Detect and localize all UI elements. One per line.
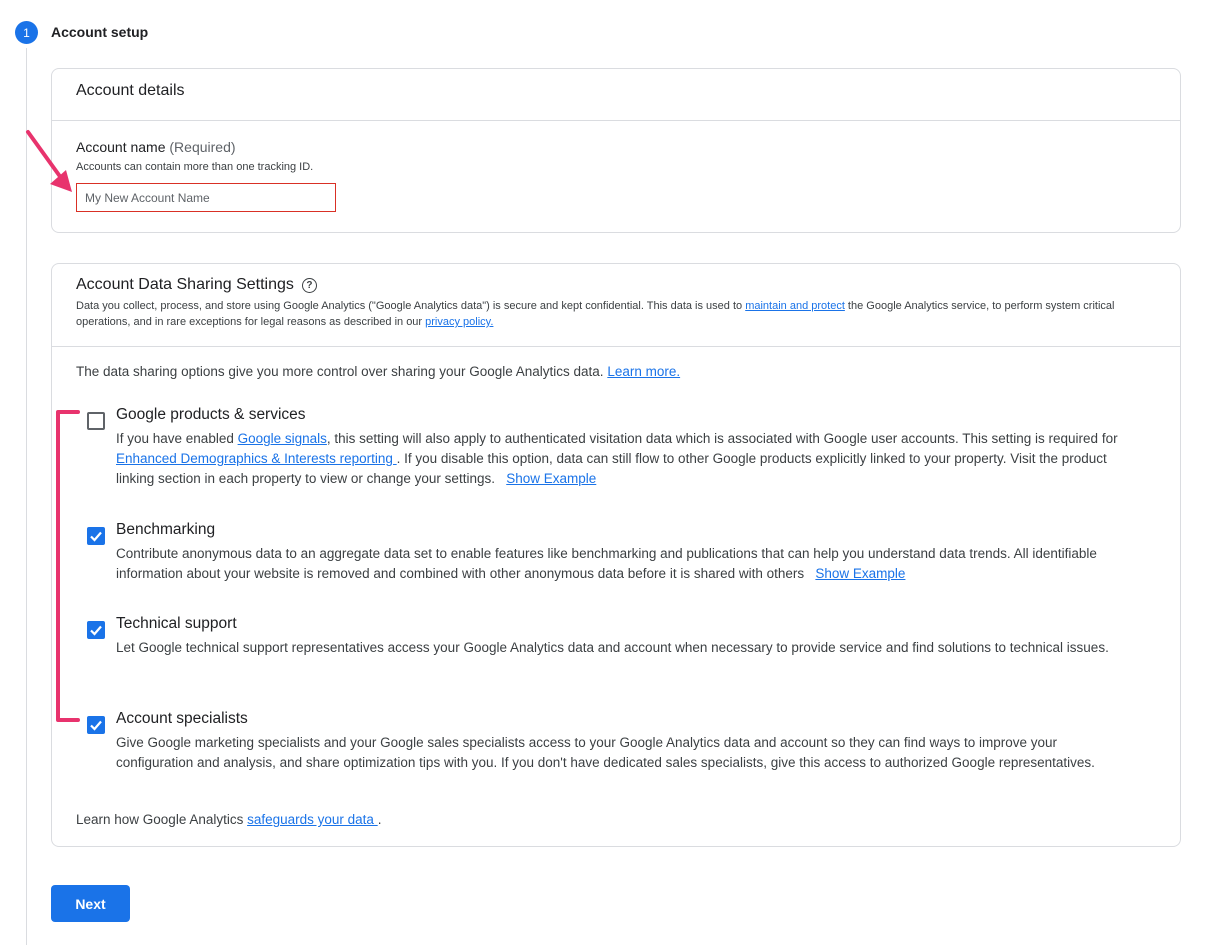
required-marker: (Required)	[169, 139, 236, 155]
desc-segment: If you have enabled	[116, 431, 238, 446]
show-example-link[interactable]: Show Example	[815, 566, 906, 581]
step-title: Account setup	[51, 24, 149, 40]
account-name-label	[76, 139, 236, 155]
technical-support-checkbox[interactable]	[87, 621, 105, 639]
option-title: Technical support	[116, 615, 237, 632]
desc-segment: Contribute anonymous data to an aggregate data set to enable features like benchmarking and publications that can help you understand data trends. All identifiable information about your website is removed and combined with other anonymous data before it is shared with others	[116, 546, 1097, 581]
help-circle-icon[interactable]: ?	[302, 278, 317, 293]
google-products-checkbox[interactable]	[87, 412, 105, 430]
intro-text: The data sharing options give you more control over sharing your Google Analytics data.	[76, 364, 608, 379]
show-example-link[interactable]: Show Example	[506, 471, 597, 486]
safeguards-link[interactable]: safeguards your data	[247, 812, 378, 827]
google-signals-link[interactable]: Google signals	[237, 431, 327, 446]
check-icon	[89, 718, 103, 732]
check-icon	[89, 623, 103, 637]
desc-text-1: Data you collect, process, and store using Google Analytics ("Google Analytics data") is secure and kept confidential. This data is used to	[76, 300, 746, 312]
privacy-policy-link[interactable]: privacy policy.	[425, 316, 494, 328]
safeguards-note	[76, 812, 381, 827]
data-sharing-description	[76, 298, 1156, 330]
data-sharing-title: Account Data Sharing Settings	[76, 276, 294, 293]
data-sharing-header	[52, 264, 1180, 347]
option-description	[116, 544, 1136, 584]
data-sharing-title-row	[76, 276, 317, 294]
desc-text-2: the Google Analytics service, to perform system critical operations, and in rare exceptions for legal reasons as described in our	[76, 300, 1115, 328]
enhanced-demographics-link[interactable]: Enhanced Demographics & Interests reporting	[116, 451, 397, 466]
check-icon	[89, 529, 103, 543]
footer-text: Learn how Google Analytics	[76, 812, 248, 827]
data-sharing-card	[51, 263, 1181, 847]
desc-segment: , this setting will also apply to authenticated visitation data which is associated with Google user accounts. This setting is required for	[326, 431, 1118, 446]
option-title: Account specialists	[116, 710, 248, 727]
desc-segment: . If you disable this option, data can still flow to other Google products explicitly linked to your property. Visit the product linking section in each property to view or change your settings.	[116, 451, 1107, 486]
next-button[interactable]: Next	[51, 885, 130, 922]
account-details-title: Account details	[52, 69, 1180, 121]
option-description: Give Google marketing specialists and your Google sales specialists access to your Google Analytics data and account so they can find ways to improve your configuration and analysis, and share optimization tips with you. If you don't have dedicated sales specialists, give this access to authorized Google representatives.	[116, 735, 1095, 770]
maintain-and-protect-link[interactable]: maintain and protect	[745, 300, 845, 312]
learn-more-link[interactable]: Learn more.	[607, 364, 681, 379]
option-description	[116, 429, 1136, 489]
option-title: Google products & services	[116, 406, 306, 423]
step-number-badge: 1	[15, 21, 38, 44]
footer-end: .	[377, 812, 382, 827]
stepper-line	[26, 48, 27, 945]
data-sharing-intro	[76, 364, 680, 379]
account-name-help: Accounts can contain more than one tracking ID.	[76, 161, 314, 173]
account-specialists-checkbox[interactable]	[87, 716, 105, 734]
option-description: Let Google technical support representatives access your Google Analytics data and account when necessary to provide service and find solutions to technical issues.	[116, 640, 1109, 655]
account-name-label-text: Account name	[76, 139, 166, 155]
option-title: Benchmarking	[116, 521, 216, 538]
benchmarking-checkbox[interactable]	[87, 527, 105, 545]
account-name-input[interactable]	[76, 183, 336, 212]
account-details-card	[51, 68, 1181, 233]
